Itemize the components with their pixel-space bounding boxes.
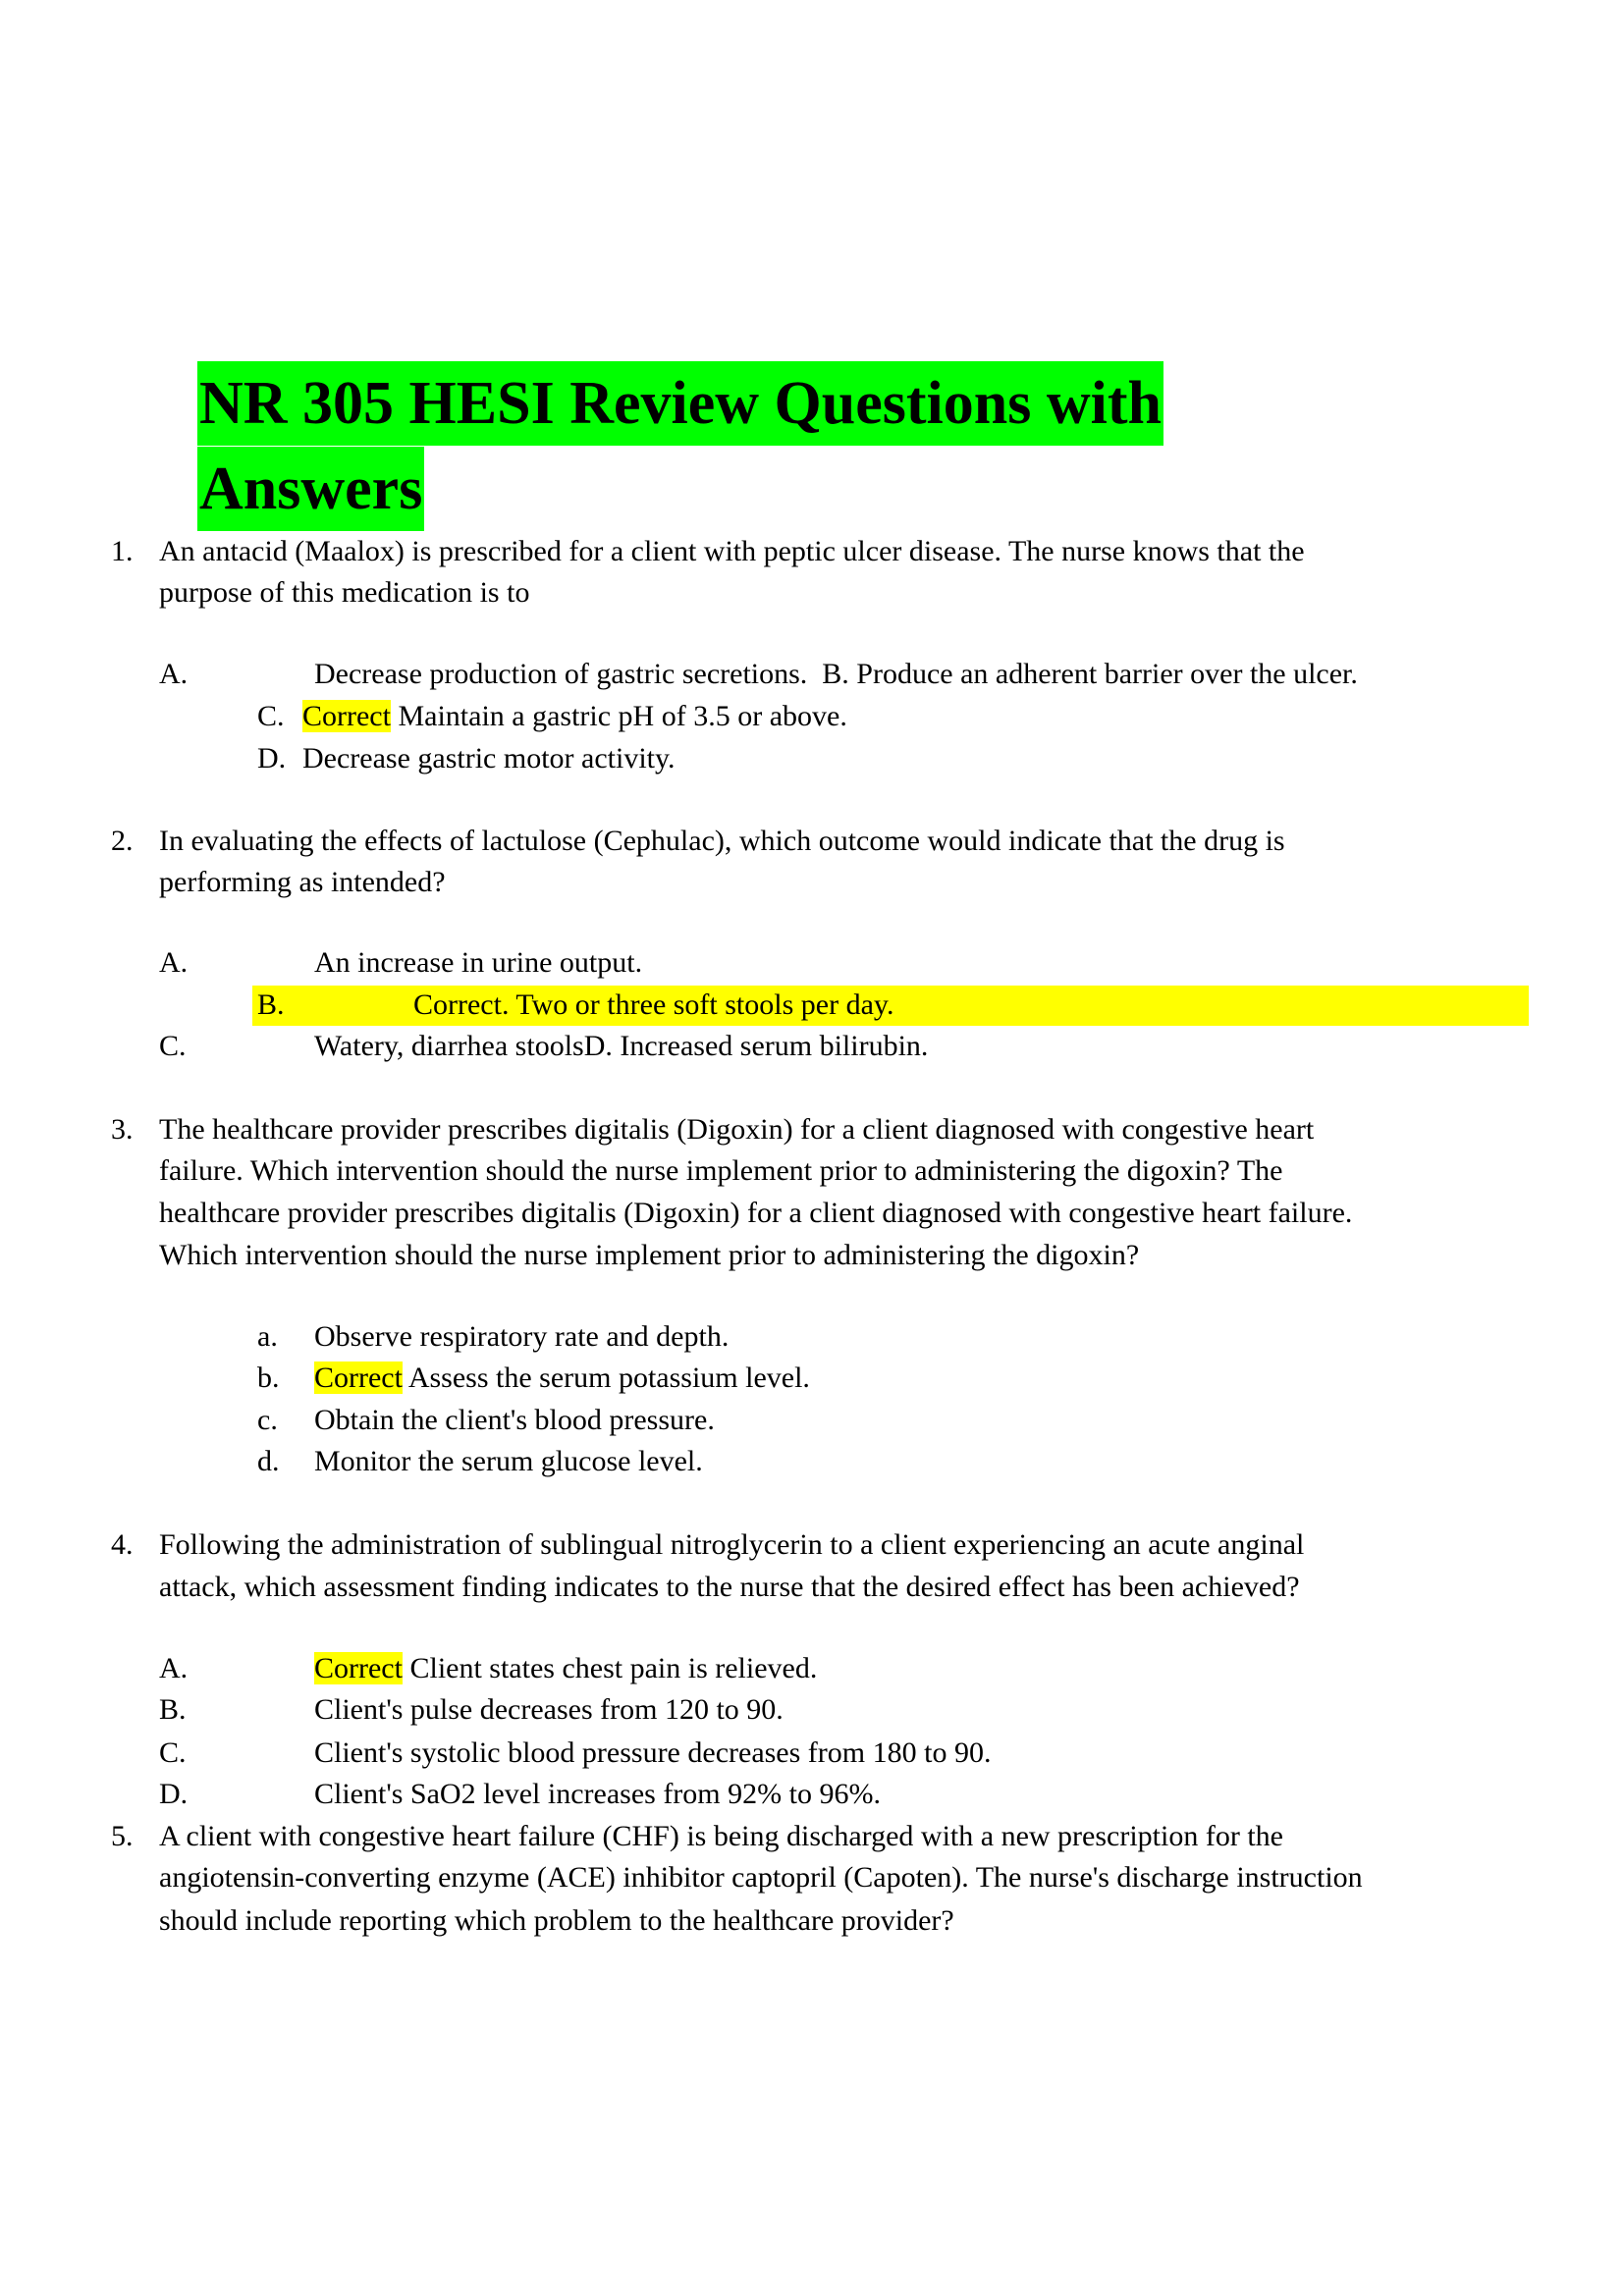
option-correct: Correct. Two or three soft stools per day. [413,988,894,1021]
option-text: Decrease gastric motor activity. [302,742,676,774]
correct-highlight: Correct [314,1652,403,1684]
option-text: Decrease production of gastric secretions. B. Produce an adherent barrier over the ulcer. [314,658,1358,690]
question-number: 5. [111,1820,134,1852]
option-correct [302,697,847,736]
question-number: 2. [111,825,134,857]
question-text: In evaluating the effects of lactulose (Cephulac), which outcome would indicate that the drug is [159,825,1285,857]
document-title-line1: NR 305 HESI Review Questions with [197,361,1163,446]
document-title-line2: Answers [197,447,424,531]
question-number: 3. [111,1113,134,1146]
option-letter: C. [159,1030,187,1062]
question-number: 4. [111,1528,134,1561]
option-text: Client's SaO2 level increases from 92% to 96%. [314,1778,881,1810]
question-text: Following the administration of sublingual nitroglycerin to a client experiencing an acute anginal [159,1528,1305,1561]
option-letter: D. [159,1778,189,1810]
option-text: Obtain the client's blood pressure. [314,1404,715,1436]
question-text: purpose of this medication is to [159,576,530,609]
question-text: An antacid (Maalox) is prescribed for a client with peptic ulcer disease. The nurse knows that the [159,535,1305,567]
option-text: Observe respiratory rate and depth. [314,1320,730,1353]
question-text: attack, which assessment finding indicates to the nurse that the desired effect has been achieved? [159,1571,1300,1603]
question-text: The healthcare provider prescribes digitalis (Digoxin) for a client diagnosed with congestive heart [159,1113,1315,1146]
option-letter: C. [257,700,285,732]
option-text: Client's systolic blood pressure decreases from 180 to 90. [314,1736,992,1769]
option-text: Assess the serum potassium level. [402,1362,810,1394]
option-letter: D. [257,742,287,774]
option-correct [314,1649,817,1688]
option-text: Maintain a gastric pH of 3.5 or above. [390,700,847,732]
option-letter: A. [159,1652,189,1684]
option-text: Client's pulse decreases from 120 to 90. [314,1693,784,1726]
question-text: A client with congestive heart failure (CHF) is being discharged with a new prescription for the [159,1820,1283,1852]
option-letter: b. [257,1362,280,1394]
question-number: 1. [111,535,134,567]
option-letter: A. [159,946,189,979]
question-text: should include reporting which problem to the healthcare provider? [159,1904,954,1937]
question-text: angiotensin-converting enzyme (ACE) inhibitor captopril (Capoten). The nurse's discharge instruction [159,1861,1363,1894]
option-letter: C. [159,1736,187,1769]
option-text: Client states chest pain is relieved. [402,1652,818,1684]
option-letter: a. [257,1320,278,1353]
option-letter: d. [257,1445,280,1477]
option-letter: B. [159,1693,187,1726]
option-letter: B. [257,988,285,1021]
correct-highlight: Correct [302,700,391,732]
question-text: performing as intended? [159,866,446,898]
question-text: Which intervention should the nurse implement prior to administering the digoxin? [159,1239,1140,1271]
option-text: Monitor the serum glucose level. [314,1445,703,1477]
option-letter: c. [257,1404,278,1436]
correct-highlight: Correct [314,1362,403,1394]
option-text: An increase in urine output. [314,946,643,979]
question-text: failure. Which intervention should the nurse implement prior to administering the digoxin? The [159,1154,1283,1187]
option-letter: A. [159,658,189,690]
question-text: healthcare provider prescribes digitalis (Digoxin) for a client diagnosed with congestive heart failure. [159,1197,1353,1229]
option-correct [314,1359,810,1398]
option-text: Watery, diarrhea stoolsD. Increased serum bilirubin. [314,1030,929,1062]
